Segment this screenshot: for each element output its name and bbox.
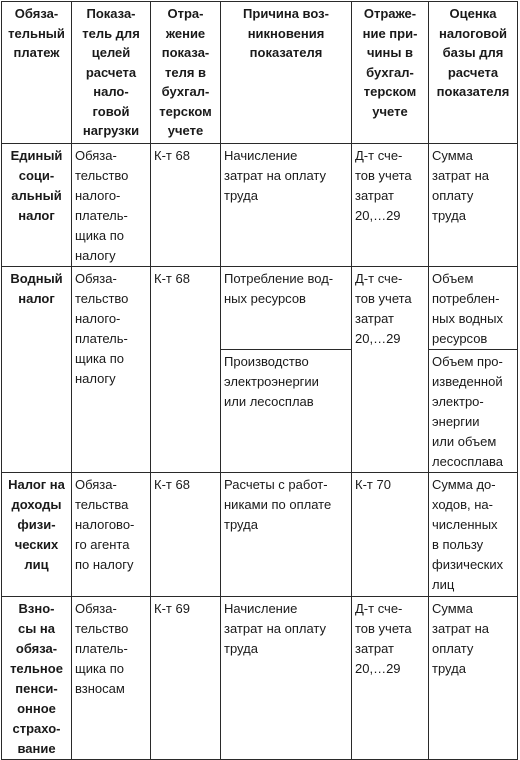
base-cell: Объем про- изведенной электро- энергии или объем лесосплава [429,350,518,473]
indicator-cell: Обяза- тельство платель- щика по взносам [72,597,151,760]
accounting-cell: К-т 68 [151,267,221,473]
base-cell: Объем потреблен- ных водных ресурсов [429,267,518,350]
header-base: Оценка налоговой базы для расчета показателя [429,2,518,144]
payment-cell: Налог на доходы физи- ческих лиц [2,473,72,597]
reason-cell: Производство электроэнергии или лесосплав [221,350,352,473]
indicator-cell: Обяза- тельства налогово- го агента по налогу [72,473,151,597]
reason-cell: Начисление затрат на оплату труда [221,144,352,267]
table-row [2,473,518,597]
base-cell: Сумма затрат на оплату труда [429,144,518,267]
table-row [2,267,518,350]
reason-cell: Потребление вод- ных ресурсов [221,267,352,350]
reason-accounting-cell: Д-т сче- тов учета затрат 20,…29 [352,597,429,760]
base-cell: Сумма затрат на оплату труда [429,597,518,760]
header-accounting: Отра- жение показа- теля в бухгал- терском учете [151,2,221,144]
header-payment: Обяза- тельный платеж [2,2,72,144]
header-row [2,2,518,144]
header-reason: Причина воз- никновения показателя [221,2,352,144]
payment-cell: Взно- сы на обяза- тельное пенси- онное страхо- вание [2,597,72,760]
accounting-cell: К-т 69 [151,597,221,760]
indicator-cell: Обяза- тельство налого- платель- щика по налогу [72,267,151,473]
reason-accounting-cell: Д-т сче- тов учета затрат 20,…29 [352,144,429,267]
reason-cell: Начисление затрат на оплату труда [221,597,352,760]
tax-table [1,1,518,760]
header-reason-accounting: Отраже- ние при- чины в бухгал- терском учете [352,2,429,144]
accounting-cell: К-т 68 [151,144,221,267]
reason-cell: Расчеты с работ- никами по оплате труда [221,473,352,597]
accounting-cell: К-т 68 [151,473,221,597]
payment-cell: Водный налог [2,267,72,473]
table-row [2,597,518,760]
header-indicator: Показа- тель для целей расчета нало- говой нагрузки [72,2,151,144]
base-cell: Сумма до- ходов, на- численных в пользу физических лиц [429,473,518,597]
table-row [2,144,518,267]
reason-accounting-cell: Д-т сче- тов учета затрат 20,…29 [352,267,429,473]
reason-accounting-cell: К-т 70 [352,473,429,597]
payment-cell: Единый соци- альный налог [2,144,72,267]
indicator-cell: Обяза- тельство налого- платель- щика по налогу [72,144,151,267]
